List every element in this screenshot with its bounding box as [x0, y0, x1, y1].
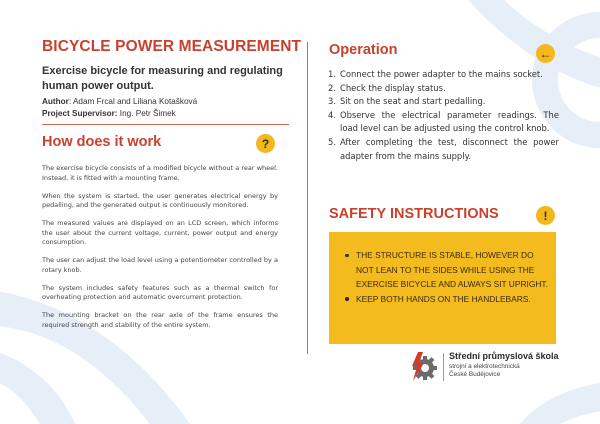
author-line: [42, 97, 302, 106]
author-label: Author: [42, 97, 69, 106]
school-subtitle: strojní a elektrotechnická: [449, 363, 520, 370]
author-value: : Adam Frcal and Liliana Kotašková: [68, 97, 198, 106]
how-paragraph: The measured values are displayed on an LCD screen, which informs the user about the current voltage, current, power output and energy consumption.: [42, 219, 278, 246]
safety-box: [329, 232, 556, 344]
how-paragraph: When the system is started, the user generates electrical energy by pedalling, and the generated output is continuously monitored.: [42, 191, 278, 209]
step-number: 1.: [328, 69, 336, 79]
column-divider: [307, 42, 308, 354]
step-text: Sit on the seat and start pedalling.: [340, 96, 486, 107]
step-text: After completing the test, disconnect the power adapter from the mains supply.: [340, 136, 559, 161]
exclamation-icon: !: [536, 206, 555, 225]
gear-bolt-icon: [410, 352, 437, 382]
how-paragraph: The user can adjust the load level using a potentiometer controlled by a rotary knob.: [42, 256, 278, 274]
how-paragraph: The system includes safety features such as a thermal switch for overheating protection and automatic overcurrent protection.: [42, 283, 278, 301]
step-text: Check the display status.: [340, 82, 446, 93]
how-paragraph: The mounting bracket on the rear axle of the frame ensures the required strength and stability of the entire system.: [42, 311, 278, 329]
step-number: 3.: [328, 96, 336, 107]
step-number: 4.: [328, 109, 336, 120]
step-text: Observe the electrical parameter readings. The load level can be adjusted using the control knob.: [340, 109, 559, 134]
logo-separator: [443, 353, 444, 381]
supervisor-line: [42, 109, 302, 118]
safety-list: [343, 248, 548, 306]
safety-item: KEEP BOTH HANDS ON THE HANDLEBARS.: [343, 292, 548, 307]
operation-step: [328, 68, 559, 82]
page-subtitle: Exercise bicycle for measuring and regulating human power output.: [42, 65, 283, 92]
step-number: 2.: [328, 82, 336, 93]
page-title: BICYCLE POWER MEASUREMENT: [42, 38, 302, 55]
how-description: [42, 164, 278, 339]
operation-step: [328, 95, 559, 109]
arrow-left-icon[interactable]: ←: [536, 44, 555, 63]
operation-step: [328, 109, 559, 136]
operation-section-title: Operation: [329, 42, 398, 58]
operation-step: [328, 82, 559, 96]
school-city: České Budějovice: [449, 371, 501, 378]
operation-steps: [328, 68, 559, 163]
step-text: Connect the power adapter to the mains socket.: [340, 69, 543, 79]
school-logo: [410, 351, 570, 391]
how-section-title: How does it work: [42, 134, 162, 150]
header-rule: [42, 124, 289, 125]
how-paragraph: The exercise bicycle consists of a modified bicycle without a rear wheel. Instead, it is fitted with a mounting frame.: [42, 164, 278, 182]
safety-section-title: SAFETY INSTRUCTIONS: [329, 206, 499, 222]
step-number: 5.: [328, 136, 336, 147]
school-name: Střední průmyslová škola: [449, 351, 559, 361]
question-icon: ?: [256, 134, 275, 153]
safety-item: THE STRUCTURE IS STABLE, HOWEVER DO NOT LEAN TO THE SIDES WHILE USING THE EXERCISE BICYCLE AND ALWAYS SIT UPRIGHT.: [343, 248, 548, 292]
operation-step: [328, 136, 559, 163]
supervisor-value: Ing. Petr Šimek: [117, 109, 176, 118]
supervisor-label: Project Supervisor:: [42, 109, 118, 118]
